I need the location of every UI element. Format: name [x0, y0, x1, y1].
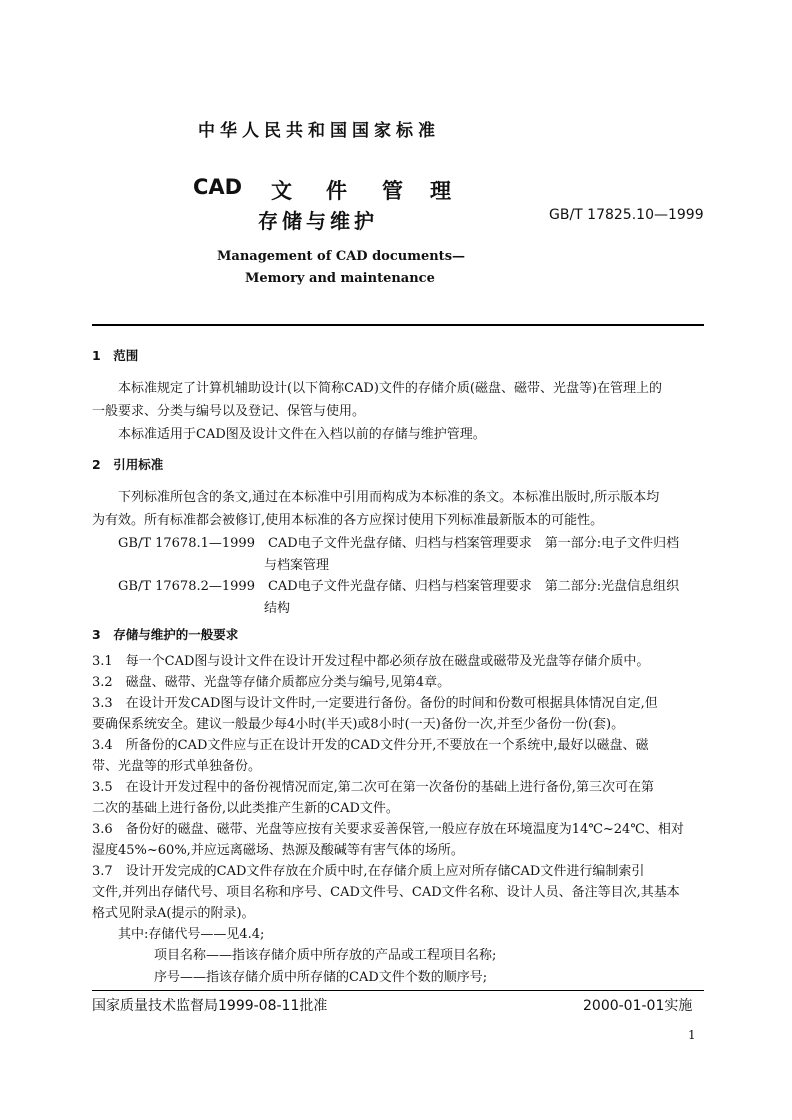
- reference-item: GB/T 17678.1—1999 CAD电子文件光盘存储、归档与档案管理要求 第一部分:电子文件归档: [118, 536, 680, 551]
- clause-3-6: 3.6 备份好的磁盘、磁带、光盘等应按有关要求妥善保管,一般应存放在环境温度为14℃~24℃、相对: [92, 822, 684, 837]
- title-part-li: 理: [430, 179, 451, 203]
- standard-code: GB/T 17825.10—1999: [549, 207, 704, 223]
- paragraph-line: 文件,并列出存储代号、项目名称和序号、CAD文件号、CAD文件名称、设计人员、备注等目次,其基本: [92, 885, 680, 900]
- reference-item-continuation: 与档案管理: [264, 558, 330, 573]
- paragraph-line: 序号——指该存储介质中所存储的CAD文件个数的顺序号;: [154, 970, 488, 985]
- paragraph-line: 为有效。所有标准都会被修订,使用本标准的各方应探讨使用下列标准最新版本的可能性。: [92, 513, 604, 528]
- paragraph-line: 带、光盘等的形式单独备份。: [92, 759, 262, 774]
- page-number: 1: [688, 1028, 696, 1042]
- paragraph-line: 湿度45%~60%,并应远离磁场、热源及酸碱等有害气体的场所。: [92, 843, 464, 858]
- implementation-date: 2000-01-01实施: [583, 998, 693, 1014]
- paragraph-line: 下列标准所包含的条文,通过在本标准中引用而构成为本标准的条文。本标准出版时,所示版本均: [118, 490, 660, 505]
- paragraph-line: 本标准规定了计算机辅助设计(以下简称CAD)文件的存储介质(磁盘、磁带、光盘等)在管理上的: [118, 381, 663, 396]
- clause-3-3: 3.3 在设计开发CAD图与设计文件时,一定要进行备份。备份的时间和份数可根据具体情况自定,但: [92, 696, 658, 711]
- issuing-body: 中华人民共和国国家标准: [198, 121, 440, 141]
- paragraph-line: 其中:存储代号——见4.4;: [118, 927, 265, 942]
- document-title-line2: 存储与维护: [258, 209, 378, 233]
- clause-3-2: 3.2 磁盘、磁带、光盘等存储介质都应分类与编号,见第4章。: [92, 675, 451, 690]
- title-part-jian: 件: [326, 179, 347, 203]
- reference-item: GB/T 17678.2—1999 CAD电子文件光盘存储、归档与档案管理要求 第二部分:光盘信息组织: [118, 579, 680, 594]
- paragraph-line: 二次的基础上进行备份,以此类推产生新的CAD文件。: [92, 801, 399, 816]
- footer-divider: [92, 990, 704, 991]
- title-part-guan: 管: [382, 179, 403, 203]
- paragraph-line: 格式见附录A(提示的附录)。: [92, 906, 255, 921]
- title-part-cad: CAD: [193, 175, 243, 199]
- paragraph-line: 项目名称——指该存储介质中所存放的产品或工程项目名称;: [154, 948, 497, 963]
- english-title-line2: Memory and maintenance: [245, 271, 435, 286]
- clause-3-4: 3.4 所备份的CAD文件应与正在设计开发的CAD文件分开,不要放在一个系统中,最好以磁盘、磁: [92, 738, 649, 753]
- section-heading-scope: 1 范围: [92, 348, 139, 363]
- clause-3-5: 3.5 在设计开发过程中的备份视情况而定,第二次可在第一次备份的基础上进行备份,第三次可在第: [92, 780, 654, 795]
- paragraph-line: 一般要求、分类与编号以及登记、保管与使用。: [92, 404, 366, 419]
- title-part-wen: 文: [271, 179, 292, 203]
- section-heading-general-requirements: 3 存储与维护的一般要求: [92, 627, 239, 642]
- approval-date: 国家质量技术监督局1999-08-11批准: [92, 998, 328, 1014]
- paragraph-line: 要确保系统安全。建议一般最少每4小时(半天)或8小时(一天)备份一次,并至少备份一份(套)。: [92, 717, 625, 732]
- section-heading-references: 2 引用标准: [92, 457, 164, 472]
- english-title-line1: Management of CAD documents—: [217, 249, 466, 264]
- reference-item-continuation: 结构: [264, 601, 291, 616]
- header-divider: [92, 324, 704, 326]
- paragraph-line: 本标准适用于CAD图及设计文件在入档以前的存储与维护管理。: [118, 427, 486, 442]
- clause-3-7: 3.7 设计开发完成的CAD文件存放在介质中时,在存储介质上应对所存储CAD文件进行编制索引: [92, 864, 645, 879]
- clause-3-1: 3.1 每一个CAD图与设计文件在设计开发过程中都必须存放在磁盘或磁带及光盘等存储介质中。: [92, 654, 650, 669]
